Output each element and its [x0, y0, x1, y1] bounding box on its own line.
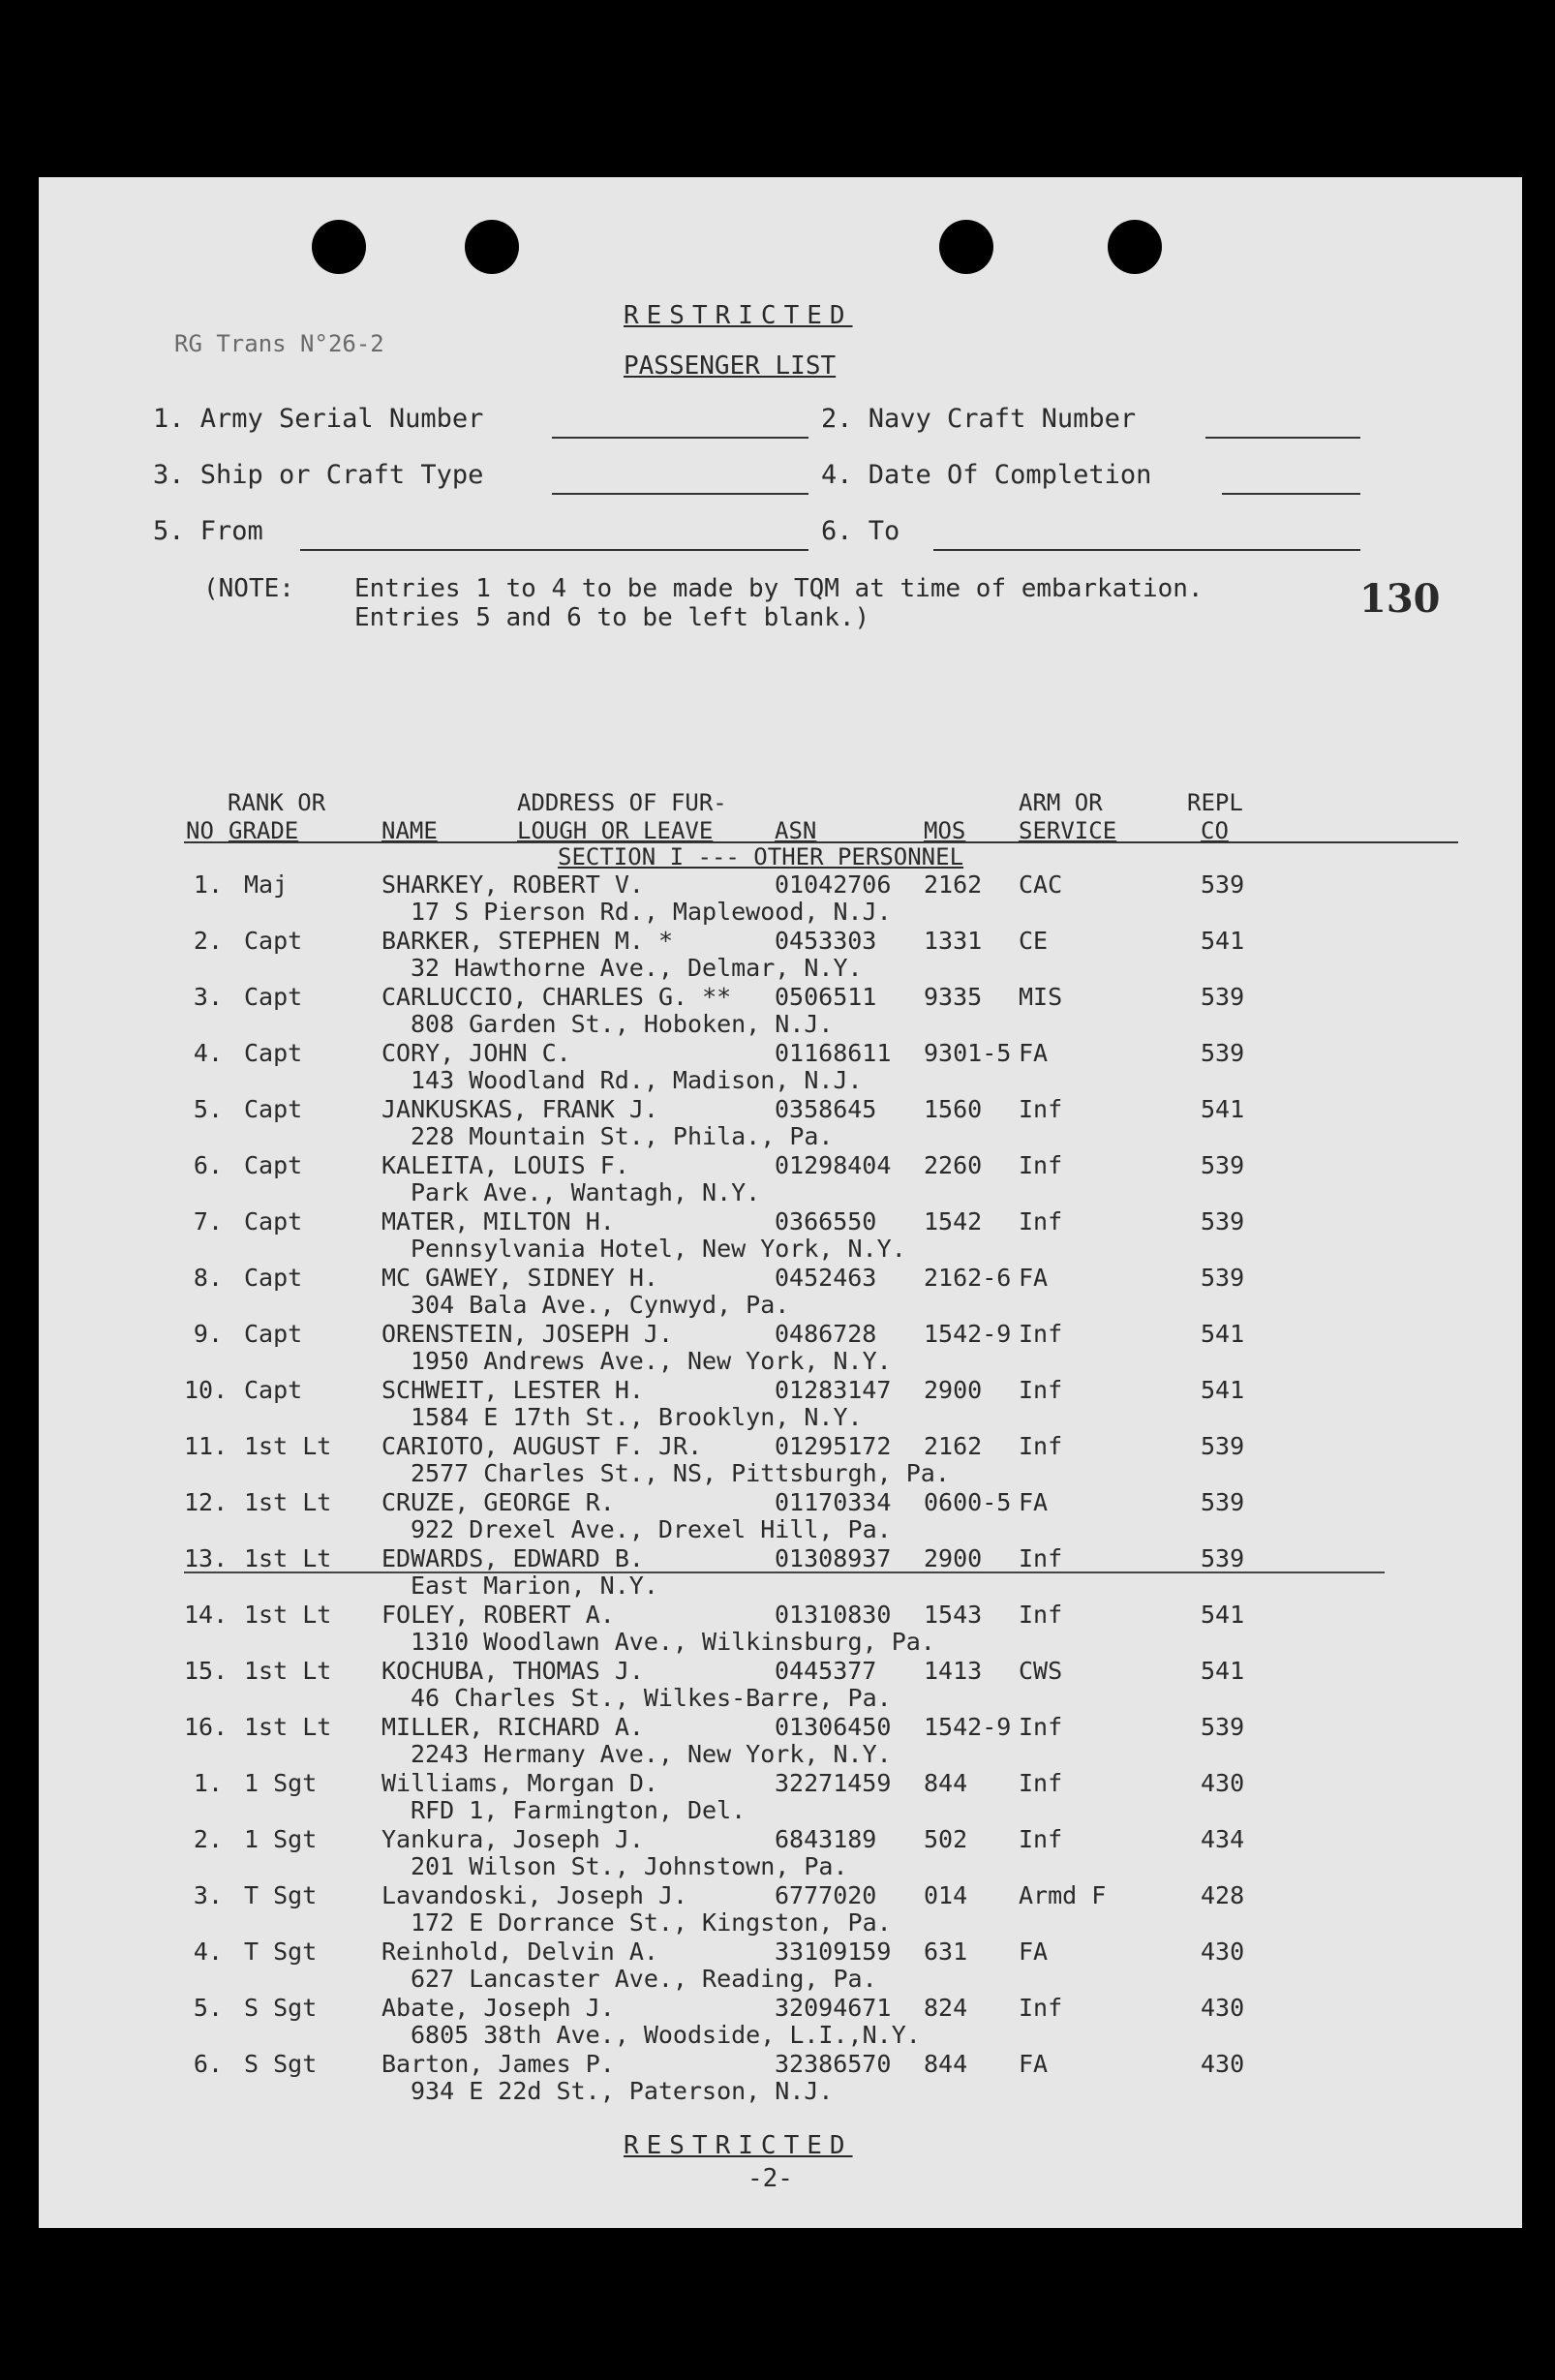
cell-no: 14. — [184, 1601, 229, 1629]
cell-address: East Marion, N.Y. — [411, 1571, 658, 1600]
col-grade: GRADE — [229, 817, 299, 844]
cell-repl: 541 — [1201, 1320, 1245, 1348]
document-page — [39, 177, 1522, 2228]
cell-arm: Inf — [1019, 1151, 1063, 1179]
cell-arm: CAC — [1019, 870, 1063, 899]
cell-no: 15. — [184, 1657, 229, 1685]
cell-asn: 0453303 — [775, 927, 877, 955]
cell-asn: 01168611 — [775, 1039, 892, 1067]
cell-no: 16. — [184, 1713, 229, 1741]
cell-name: Reinhold, Delvin A. — [381, 1938, 658, 1966]
cell-no: 10. — [184, 1376, 229, 1404]
cell-grade: Maj — [244, 870, 289, 899]
cell-name: EDWARDS, EDWARD B. — [381, 1544, 644, 1572]
cell-grade: S Sgt — [244, 1994, 318, 2022]
page-title: PASSENGER LIST — [624, 351, 837, 381]
cell-repl: 541 — [1201, 927, 1245, 955]
cell-repl: 539 — [1201, 1264, 1245, 1292]
stamped-number: 130 — [1359, 576, 1441, 622]
cell-address: 2243 Hermany Ave., New York, N.Y. — [411, 1740, 892, 1768]
cell-grade: Capt — [244, 1151, 303, 1179]
field-to-blank[interactable] — [933, 549, 1360, 551]
cell-no: 6. — [193, 2050, 223, 2078]
cell-address: 201 Wilson St., Johnstown, Pa. — [411, 1852, 848, 1880]
cell-mos: 631 — [924, 1938, 968, 1966]
field-from-blank[interactable] — [300, 549, 808, 551]
cell-repl: 539 — [1201, 1039, 1245, 1067]
field-navy-craft-label: 2. Navy Craft Number — [821, 404, 1137, 434]
cell-address: 922 Drexel Ave., Drexel Hill, Pa. — [411, 1515, 892, 1543]
cell-asn: 0486728 — [775, 1320, 877, 1348]
cell-address: 172 E Dorrance St., Kingston, Pa. — [411, 1908, 892, 1937]
cell-mos: 824 — [924, 1994, 968, 2022]
cell-repl: 541 — [1201, 1601, 1245, 1629]
cell-mos: 2162 — [924, 1432, 983, 1460]
cell-repl: 430 — [1201, 1769, 1245, 1797]
cell-mos: 502 — [924, 1825, 968, 1853]
cell-asn: 01042706 — [775, 870, 892, 899]
cell-asn: 01308937 — [775, 1544, 892, 1572]
cell-grade: Capt — [244, 1264, 303, 1292]
strikethrough-row-10 — [184, 1571, 1385, 1573]
cell-arm: FA — [1019, 1938, 1049, 1966]
cell-mos: 2162 — [924, 870, 983, 899]
col-no: NO — [186, 817, 214, 844]
cell-asn: 6777020 — [775, 1881, 877, 1909]
cell-address: 6805 38th Ave., Woodside, L.I.,N.Y. — [411, 2021, 921, 2049]
cell-repl: 430 — [1201, 1994, 1245, 2022]
field-date-completion-label: 4. Date Of Completion — [821, 460, 1152, 490]
cell-mos: 1331 — [924, 927, 983, 955]
classification-header: RESTRICTED — [624, 301, 853, 330]
cell-grade: 1 Sgt — [244, 1769, 318, 1797]
cell-address: Pennsylvania Hotel, New York, N.Y. — [411, 1235, 906, 1263]
cell-arm: Inf — [1019, 1825, 1063, 1853]
cell-grade: 1st Lt — [244, 1488, 332, 1516]
cell-asn: 01295172 — [775, 1432, 892, 1460]
cell-name: SHARKEY, ROBERT V. — [381, 870, 644, 899]
cell-no: 5. — [193, 1095, 223, 1123]
cell-no: 11. — [184, 1432, 229, 1460]
cell-repl: 539 — [1201, 1713, 1245, 1741]
cell-no: 7. — [193, 1207, 223, 1236]
col-name: NAME — [381, 817, 438, 844]
cell-asn: 01283147 — [775, 1376, 892, 1404]
cell-mos: 0600-5 — [924, 1488, 1012, 1516]
col-repl: CO — [1201, 817, 1229, 844]
cell-address: 228 Mountain St., Phila., Pa. — [411, 1122, 834, 1150]
col-asn: ASN — [775, 817, 817, 844]
cell-address: 1310 Woodlawn Ave., Wilkinsburg, Pa. — [411, 1628, 935, 1656]
page-number: -2- — [747, 2164, 793, 2193]
cell-grade: S Sgt — [244, 2050, 318, 2078]
cell-address: 304 Bala Ave., Cynwyd, Pa. — [411, 1291, 790, 1319]
cell-grade: T Sgt — [244, 1881, 318, 1909]
cell-repl: 539 — [1201, 1207, 1245, 1236]
cell-mos: 1542-9 — [924, 1320, 1012, 1348]
cell-name: CRUZE, GEORGE R. — [381, 1488, 615, 1516]
cell-no: 12. — [184, 1488, 229, 1516]
cell-mos: 9301-5 — [924, 1039, 1012, 1067]
col-arm: SERVICE — [1019, 817, 1117, 844]
cell-grade: Capt — [244, 1376, 303, 1404]
note-line-2: Entries 5 and 6 to be left blank.) — [354, 603, 870, 632]
cell-address: 934 E 22d St., Paterson, N.J. — [411, 2077, 834, 2105]
cell-name: SCHWEIT, LESTER H. — [381, 1376, 644, 1404]
cell-grade: 1st Lt — [244, 1657, 332, 1685]
cell-arm: FA — [1019, 1488, 1049, 1516]
cell-asn: 32094671 — [775, 1994, 892, 2022]
cell-arm: Inf — [1019, 1994, 1063, 2022]
note-prefix: (NOTE: — [203, 574, 294, 603]
cell-name: FOLEY, ROBERT A. — [381, 1601, 615, 1629]
cell-arm: FA — [1019, 1039, 1049, 1067]
cell-arm: Inf — [1019, 1320, 1063, 1348]
cell-name: Abate, Joseph J. — [381, 1994, 615, 2022]
cell-arm: Armd F — [1019, 1881, 1107, 1909]
cell-name: Williams, Morgan D. — [381, 1769, 658, 1797]
cell-address: 46 Charles St., Wilkes-Barre, Pa. — [411, 1684, 892, 1712]
cell-no: 8. — [193, 1264, 223, 1292]
cell-mos: 2162-6 — [924, 1264, 1012, 1292]
cell-address: 627 Lancaster Ave., Reading, Pa. — [411, 1965, 877, 1993]
cell-name: CORY, JOHN C. — [381, 1039, 571, 1067]
cell-grade: 1st Lt — [244, 1601, 332, 1629]
cell-arm: Inf — [1019, 1095, 1063, 1123]
cell-repl: 539 — [1201, 983, 1245, 1011]
cell-no: 1. — [193, 1769, 223, 1797]
cell-grade: 1st Lt — [244, 1432, 332, 1460]
cell-no: 2. — [193, 1825, 223, 1853]
cell-asn: 01298404 — [775, 1151, 892, 1179]
cell-arm: FA — [1019, 1264, 1049, 1292]
punch-hole-3 — [939, 220, 993, 274]
col-arm-top: ARM OR — [1019, 789, 1103, 816]
cell-repl: 539 — [1201, 870, 1245, 899]
cell-address: 143 Woodland Rd., Madison, N.J. — [411, 1066, 863, 1094]
cell-repl: 539 — [1201, 1544, 1245, 1572]
cell-no: 6. — [193, 1151, 223, 1179]
cell-mos: 1560 — [924, 1095, 983, 1123]
cell-name: MILLER, RICHARD A. — [381, 1713, 644, 1741]
cell-mos: 2260 — [924, 1151, 983, 1179]
cell-address: Park Ave., Wantagh, N.Y. — [411, 1178, 761, 1206]
punch-hole-2 — [465, 220, 519, 274]
cell-no: 3. — [193, 983, 223, 1011]
cell-repl: 428 — [1201, 1881, 1245, 1909]
cell-mos: 2900 — [924, 1376, 983, 1404]
field-to-label: 6. To — [821, 516, 900, 546]
punch-hole-1 — [312, 220, 366, 274]
cell-grade: T Sgt — [244, 1938, 318, 1966]
cell-address: 17 S Pierson Rd., Maplewood, N.J. — [411, 898, 892, 926]
cell-name: JANKUSKAS, FRANK J. — [381, 1095, 658, 1123]
cell-address: 1950 Andrews Ave., New York, N.Y. — [411, 1347, 892, 1375]
cell-address: 2577 Charles St., NS, Pittsburgh, Pa. — [411, 1459, 950, 1487]
cell-mos: 844 — [924, 1769, 968, 1797]
cell-grade: 1st Lt — [244, 1544, 332, 1572]
cell-name: MATER, MILTON H. — [381, 1207, 615, 1236]
field-from-label: 5. From — [153, 516, 263, 546]
cell-arm: Inf — [1019, 1376, 1063, 1404]
cell-asn: 32271459 — [775, 1769, 892, 1797]
cell-address: RFD 1, Farmington, Del. — [411, 1796, 747, 1824]
cell-address: 32 Hawthorne Ave., Delmar, N.Y. — [411, 954, 863, 982]
cell-repl: 539 — [1201, 1432, 1245, 1460]
cell-asn: 01310830 — [775, 1601, 892, 1629]
cell-grade: Capt — [244, 1095, 303, 1123]
cell-arm: CWS — [1019, 1657, 1063, 1685]
cell-no: 1. — [193, 870, 223, 899]
cell-grade: Capt — [244, 1320, 303, 1348]
cell-mos: 2900 — [924, 1544, 983, 1572]
cell-arm: Inf — [1019, 1207, 1063, 1236]
cell-repl: 541 — [1201, 1657, 1245, 1685]
cell-repl: 430 — [1201, 1938, 1245, 1966]
cell-grade: 1st Lt — [244, 1713, 332, 1741]
cell-no: 4. — [193, 1938, 223, 1966]
field-army-serial-blank[interactable] — [552, 437, 808, 439]
classification-footer: RESTRICTED — [624, 2131, 853, 2160]
cell-no: 3. — [193, 1881, 223, 1909]
cell-grade: Capt — [244, 983, 303, 1011]
field-ship-type-label: 3. Ship or Craft Type — [153, 460, 484, 490]
cell-mos: 1542 — [924, 1207, 983, 1236]
cell-arm: Inf — [1019, 1713, 1063, 1741]
cell-repl: 539 — [1201, 1488, 1245, 1516]
cell-grade: Capt — [244, 927, 303, 955]
cell-mos: 844 — [924, 2050, 968, 2078]
field-ship-type-blank[interactable] — [552, 493, 808, 495]
cell-arm: Inf — [1019, 1432, 1063, 1460]
cell-asn: 0366550 — [775, 1207, 877, 1236]
cell-name: CARLUCCIO, CHARLES G. ** — [381, 983, 732, 1011]
document-reference: RG Trans N°26-2 — [174, 330, 384, 357]
cell-name: Lavandoski, Joseph J. — [381, 1881, 688, 1909]
col-repl-top: REPL — [1187, 789, 1243, 816]
cell-address: 1584 E 17th St., Brooklyn, N.Y. — [411, 1403, 863, 1431]
field-navy-craft-blank[interactable] — [1205, 437, 1360, 439]
cell-name: MC GAWEY, SIDNEY H. — [381, 1264, 658, 1292]
note-line-1: Entries 1 to 4 to be made by TQM at time of embarkation. — [354, 574, 1204, 603]
col-mos: MOS — [924, 817, 966, 844]
cell-arm: CE — [1019, 927, 1049, 955]
cell-grade: Capt — [244, 1039, 303, 1067]
cell-no: 4. — [193, 1039, 223, 1067]
cell-asn: 01170334 — [775, 1488, 892, 1516]
cell-asn: 01306450 — [775, 1713, 892, 1741]
cell-repl: 541 — [1201, 1376, 1245, 1404]
cell-grade: 1 Sgt — [244, 1825, 318, 1853]
section-title: SECTION I --- OTHER PERSONNEL — [558, 843, 964, 870]
cell-arm: Inf — [1019, 1769, 1063, 1797]
cell-mos: 1542-9 — [924, 1713, 1012, 1741]
cell-no: 5. — [193, 1994, 223, 2022]
col-rank-top: RANK OR — [228, 789, 326, 816]
field-date-completion-blank[interactable] — [1222, 493, 1360, 495]
cell-arm: MIS — [1019, 983, 1063, 1011]
cell-name: BARKER, STEPHEN M. * — [381, 927, 674, 955]
cell-asn: 0445377 — [775, 1657, 877, 1685]
cell-mos: 1413 — [924, 1657, 983, 1685]
cell-asn: 6843189 — [775, 1825, 877, 1853]
cell-mos: 9335 — [924, 983, 983, 1011]
col-address-top: ADDRESS OF FUR- — [517, 789, 727, 816]
cell-name: Barton, James P. — [381, 2050, 615, 2078]
cell-repl: 541 — [1201, 1095, 1245, 1123]
cell-asn: 33109159 — [775, 1938, 892, 1966]
cell-no: 2. — [193, 927, 223, 955]
cell-name: KOCHUBA, THOMAS J. — [381, 1657, 644, 1685]
cell-name: KALEITA, LOUIS F. — [381, 1151, 629, 1179]
col-address: LOUGH OR LEAVE — [517, 817, 714, 844]
cell-asn: 0506511 — [775, 983, 877, 1011]
cell-name: ORENSTEIN, JOSEPH J. — [381, 1320, 674, 1348]
cell-mos: 014 — [924, 1881, 968, 1909]
cell-mos: 1543 — [924, 1601, 983, 1629]
cell-arm: Inf — [1019, 1544, 1063, 1572]
cell-address: 808 Garden St., Hoboken, N.J. — [411, 1010, 834, 1038]
punch-hole-4 — [1108, 220, 1162, 274]
cell-repl: 430 — [1201, 2050, 1245, 2078]
cell-repl: 539 — [1201, 1151, 1245, 1179]
cell-name: CARIOTO, AUGUST F. JR. — [381, 1432, 703, 1460]
cell-no: 9. — [193, 1320, 223, 1348]
cell-asn: 0358645 — [775, 1095, 877, 1123]
cell-asn: 0452463 — [775, 1264, 877, 1292]
cell-arm: FA — [1019, 2050, 1049, 2078]
cell-name: Yankura, Joseph J. — [381, 1825, 644, 1853]
cell-no: 13. — [184, 1544, 229, 1572]
cell-grade: Capt — [244, 1207, 303, 1236]
cell-arm: Inf — [1019, 1601, 1063, 1629]
cell-asn: 32386570 — [775, 2050, 892, 2078]
field-army-serial-label: 1. Army Serial Number — [153, 404, 484, 434]
cell-repl: 434 — [1201, 1825, 1245, 1853]
